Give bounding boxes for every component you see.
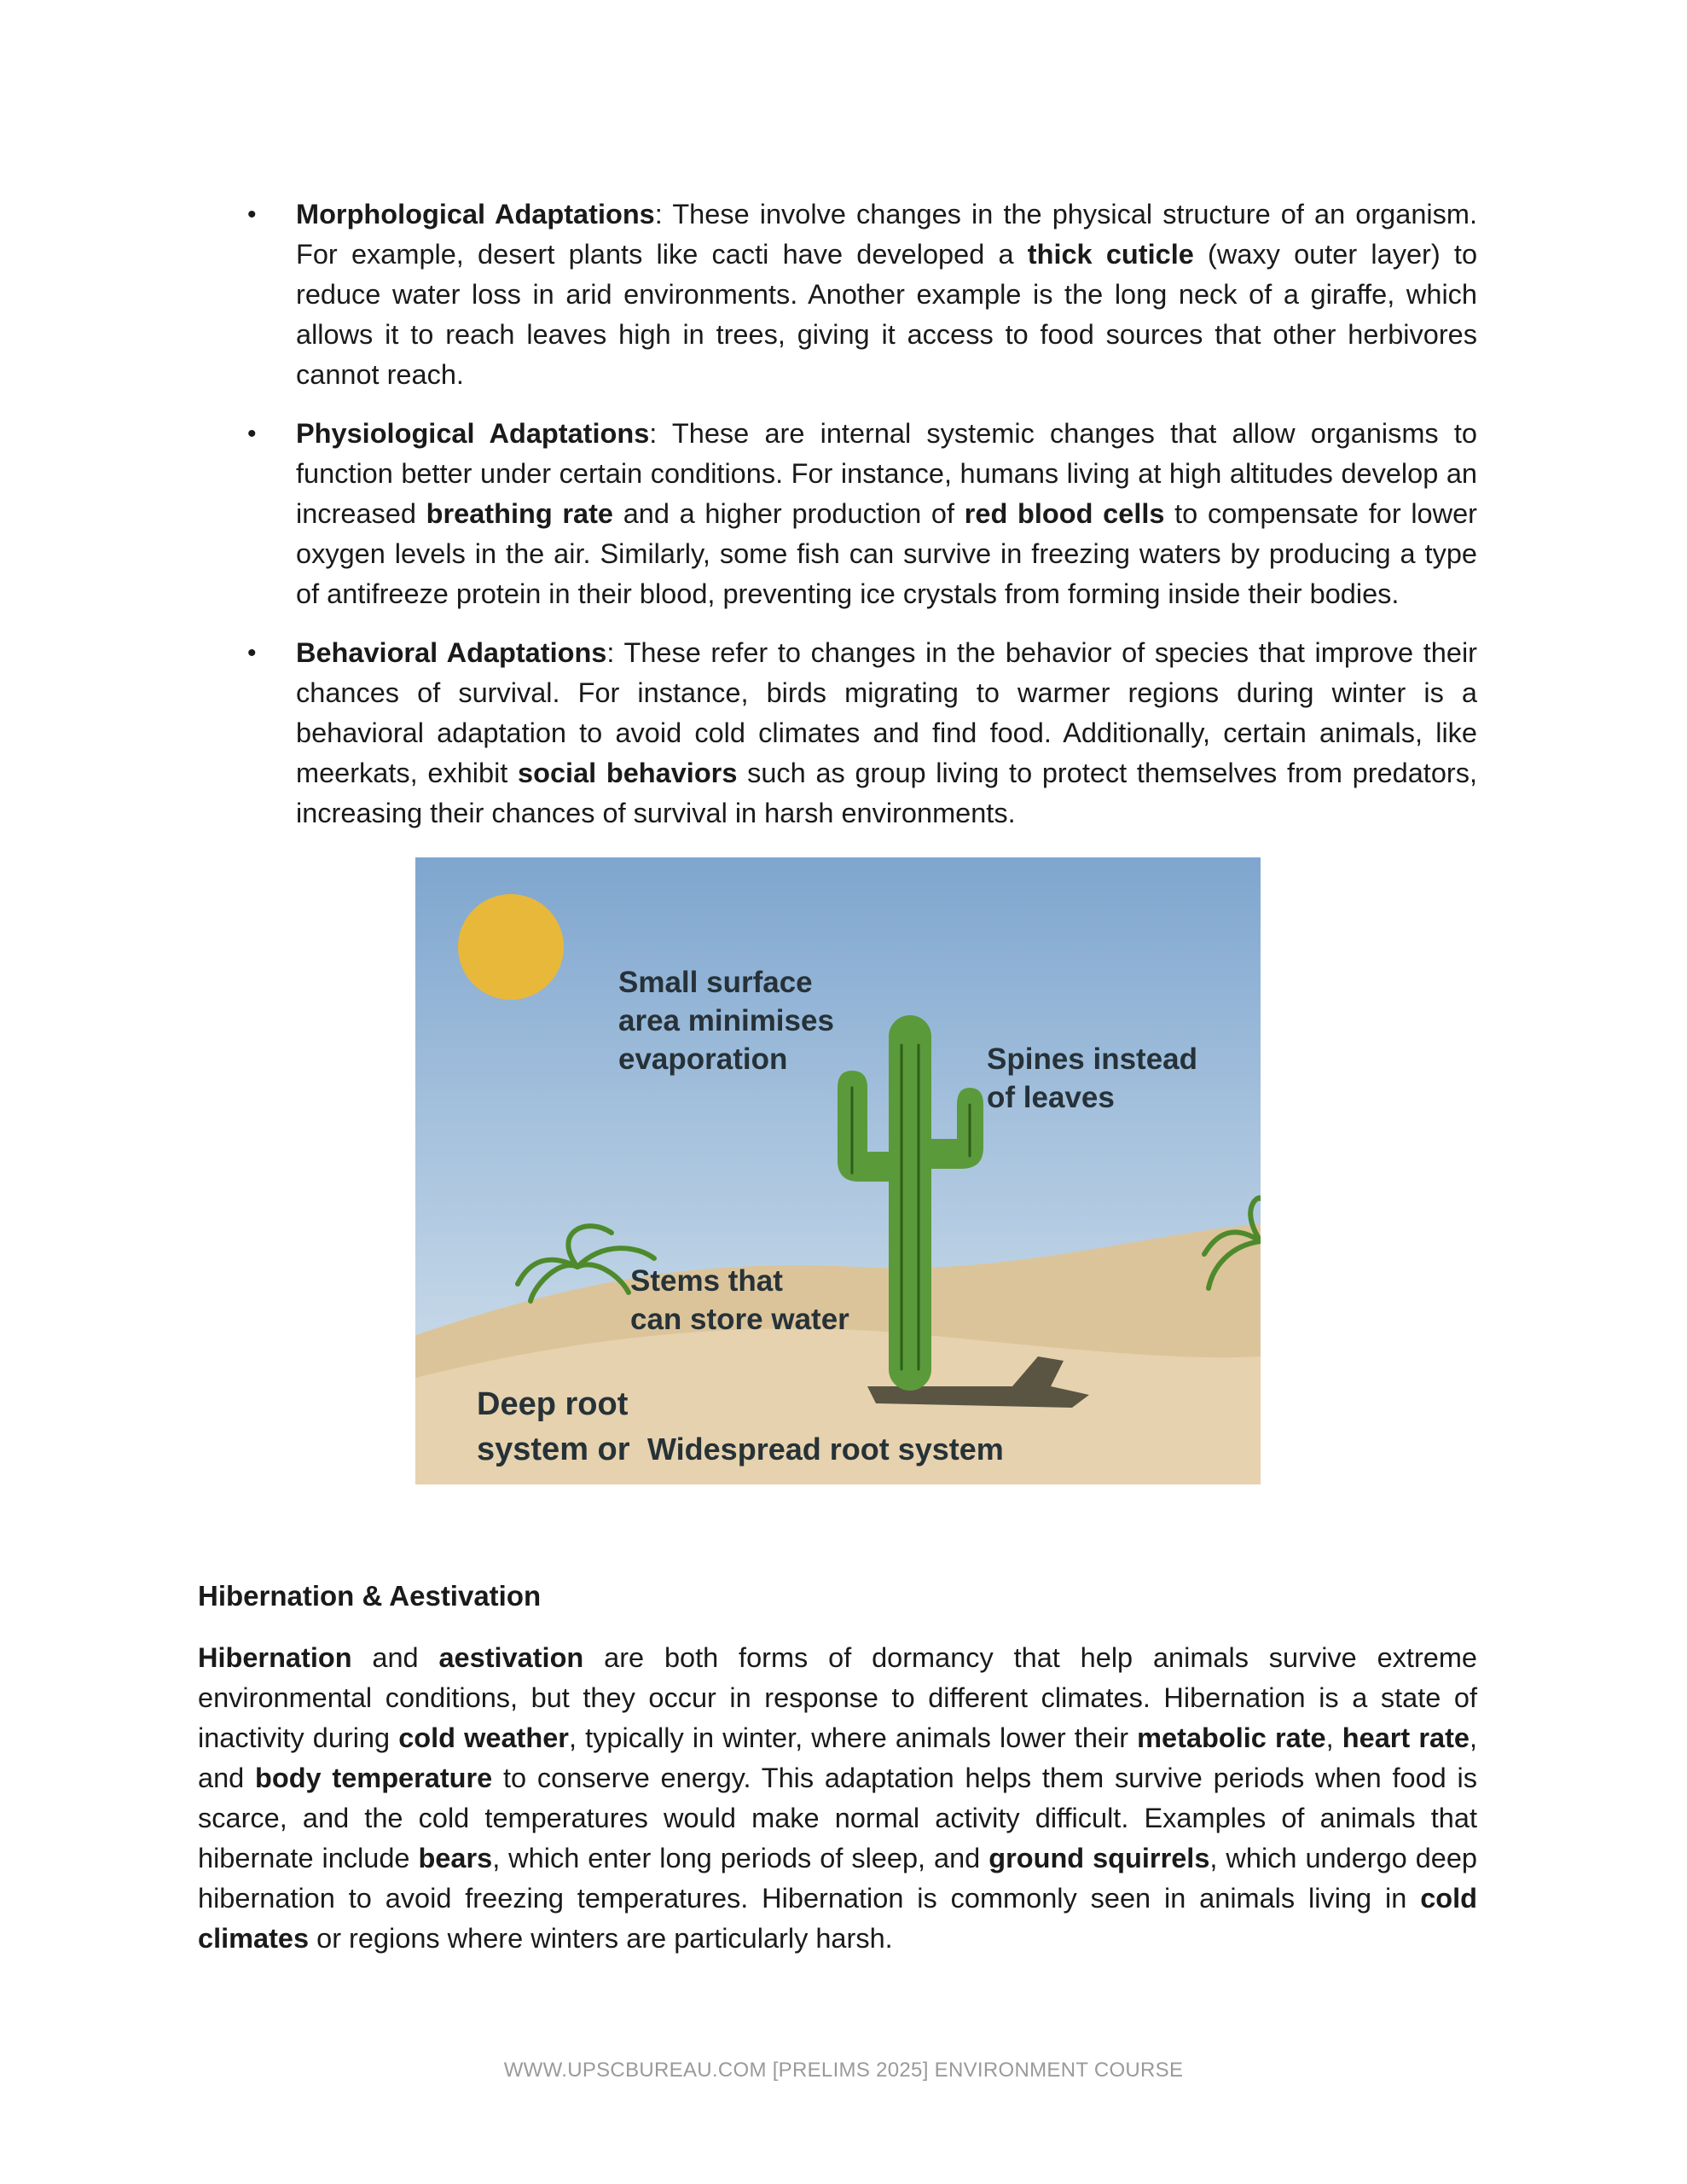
bold-term: breathing rate	[426, 498, 614, 529]
section-heading: Hibernation & Aestivation	[198, 1580, 542, 1612]
label-roots-line-2: system or	[477, 1432, 630, 1467]
paragraph-text: to conserve energy. This adaptation helps them survive periods when food is scarce, and the cold temperatures would make normal activity difficult. Examples of animals that hibernate include	[198, 1763, 1477, 1873]
list-item-physiological	[230, 414, 1477, 614]
list-item-title: Physiological Adaptations	[296, 418, 650, 449]
bold-term: cold weather	[398, 1722, 569, 1753]
paragraph-text: , which enter long periods of sleep, and	[492, 1843, 989, 1873]
label-spines-line-1: Spines instead	[987, 1043, 1198, 1076]
paragraph-text: , which undergo deep hibernation to avoid freezing temperatures. Hibernation is commonly seen in animals living in	[198, 1843, 1478, 1914]
bold-term: social behaviors	[518, 758, 738, 788]
list-item-title: Morphological Adaptations	[296, 199, 655, 229]
bold-term: thick cuticle	[1027, 239, 1194, 270]
label-roots-line-1: Deep root	[477, 1386, 629, 1422]
paragraph-text: or regions where winters are particularly harsh.	[309, 1923, 893, 1954]
bold-term: bears	[418, 1843, 493, 1873]
label-roots-line-3: Widespread root system	[647, 1432, 1004, 1467]
paragraph-text: are both forms of dormancy that help animals survive extreme environmental conditions, but they occur in response to different climates. Hibernation is a state of inactivity during	[198, 1642, 1477, 1753]
list-item-text: and a higher production of	[613, 498, 965, 529]
bold-term: ground squirrels	[988, 1843, 1210, 1873]
list-item-text: (waxy outer layer) to reduce water loss in arid environments. Another example is the long neck of a giraffe, which allows it to reach leaves high in trees, giving it access to food sources that other herbivores cannot reach.	[296, 239, 1478, 390]
sun-icon	[458, 894, 564, 1000]
list-item-text: such as group living to protect themselves from predators, increasing their chances of survival in harsh environments.	[296, 758, 1478, 828]
bold-term: metabolic rate	[1137, 1722, 1326, 1753]
bold-term: red blood cells	[964, 498, 1165, 529]
bold-term: heart rate	[1342, 1722, 1470, 1753]
label-surface-line-3: evaporation	[618, 1043, 788, 1076]
label-stems-line-2: can store water	[630, 1303, 849, 1336]
bold-term: cold climates	[198, 1883, 1477, 1954]
label-surface-line-1: Small surface	[618, 966, 813, 999]
list-item-text: : These involve changes in the physical structure of an organism. For example, desert plants like cacti have developed a	[296, 199, 1477, 270]
bold-term: Hibernation	[198, 1642, 352, 1673]
paragraph-text: , and	[198, 1722, 1478, 1793]
list-item-morphological	[230, 195, 1477, 395]
list-item-text: to compensate for lower oxygen levels in the air. Similarly, some fish can survive in freezing waters by producing a type of antifreeze protein in their blood, preventing ice crystals from forming inside their bodies.	[296, 498, 1478, 609]
list-item-text: : These are internal systemic changes that allow organisms to function better under certain conditions. For instance, humans living at high altitudes develop an increased	[296, 418, 1477, 529]
label-stems-line-1: Stems that	[630, 1264, 783, 1298]
page-footer: WWW.UPSCBUREAU.COM [PRELIMS 2025] ENVIRONMENT COURSE	[503, 2059, 1184, 2082]
label-spines-line-2: of leaves	[987, 1081, 1115, 1114]
paragraph-text: and	[351, 1642, 439, 1673]
cactus-adaptations-figure	[415, 857, 1261, 1484]
hibernation-paragraph	[198, 1638, 1477, 1959]
list-item-behavioral	[230, 633, 1477, 834]
list-item-title: Behavioral Adaptations	[296, 637, 607, 668]
bold-term: aestivation	[438, 1642, 584, 1673]
adaptation-list	[230, 195, 1477, 852]
bold-term: body temperature	[255, 1763, 493, 1793]
label-surface-line-2: area minimises	[618, 1004, 834, 1037]
paragraph-text: ,	[1325, 1722, 1342, 1753]
paragraph-text: , typically in winter, where animals lower their	[568, 1722, 1138, 1753]
list-item-text: : These refer to changes in the behavior of species that improve their chances of survival. For instance, birds migrating to warmer regions during winter is a behavioral adaptation to avoid cold climates and find food. Additionally, certain animals, like meerkats, exhibit	[296, 637, 1477, 788]
cactus-illustration	[415, 857, 1261, 1484]
